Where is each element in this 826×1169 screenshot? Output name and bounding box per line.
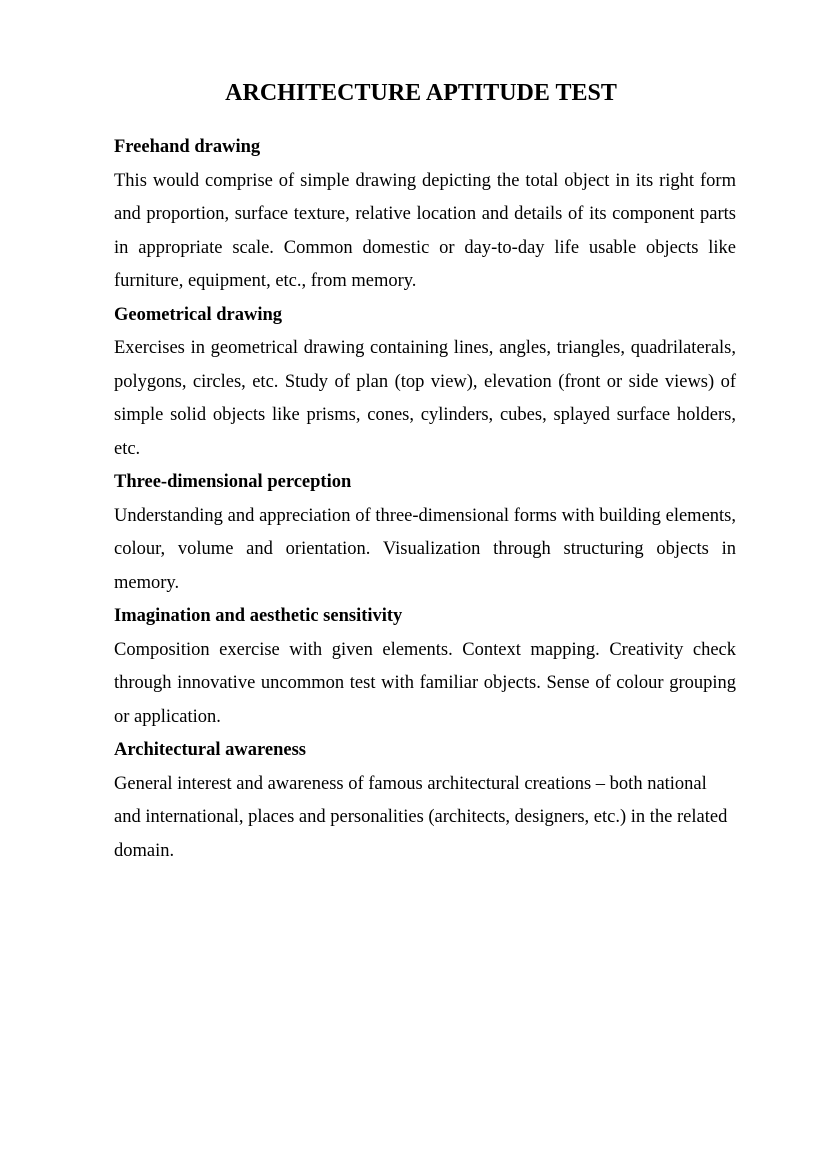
section-heading: Geometrical drawing <box>114 304 282 325</box>
section-three-dimensional-perception <box>114 466 736 600</box>
section-heading: Architectural awareness <box>114 740 306 760</box>
section-geometrical-drawing <box>114 299 736 467</box>
section-body: Understanding and appreciation of three-dimensional forms with building elements, colour, volume and orientation. Visualization through structuring objects in memory. <box>114 505 736 593</box>
section-freehand-drawing <box>114 131 736 299</box>
section-heading: Imagination and aesthetic sensitivity <box>114 606 403 626</box>
section-body: Exercises in geometrical drawing containing lines, angles, triangles, quadrilaterals, polygons, circles, etc. Study of plan (top view), elevation (front or side views) of simple solid objects like prisms, cones, cylinders, cubes, splayed surface holders, etc. <box>114 338 736 459</box>
section-architectural-awareness <box>114 734 736 868</box>
section-imagination-aesthetic-sensitivity <box>114 600 736 734</box>
page-title: ARCHITECTURE APTITUDE TEST <box>225 80 617 106</box>
section-heading: Freehand drawing <box>114 137 261 157</box>
section-body: General interest and awareness of famous architectural creations – both national and international, places and personalities (architects, designers, etc.) in the related domain. <box>114 773 728 861</box>
section-body: This would comprise of simple drawing depicting the total object in its right form and proportion, surface texture, relative location and details of its component parts in appropriate scale. Common domestic or day-to-day life usable objects like furniture, equipment, etc., from memory. <box>114 170 736 291</box>
section-body: Composition exercise with given elements. Context mapping. Creativity check through innovative uncommon test with familiar objects. Sense of colour grouping or application. <box>114 639 736 727</box>
section-heading: Three-dimensional perception <box>114 472 352 492</box>
document-content <box>114 131 736 868</box>
